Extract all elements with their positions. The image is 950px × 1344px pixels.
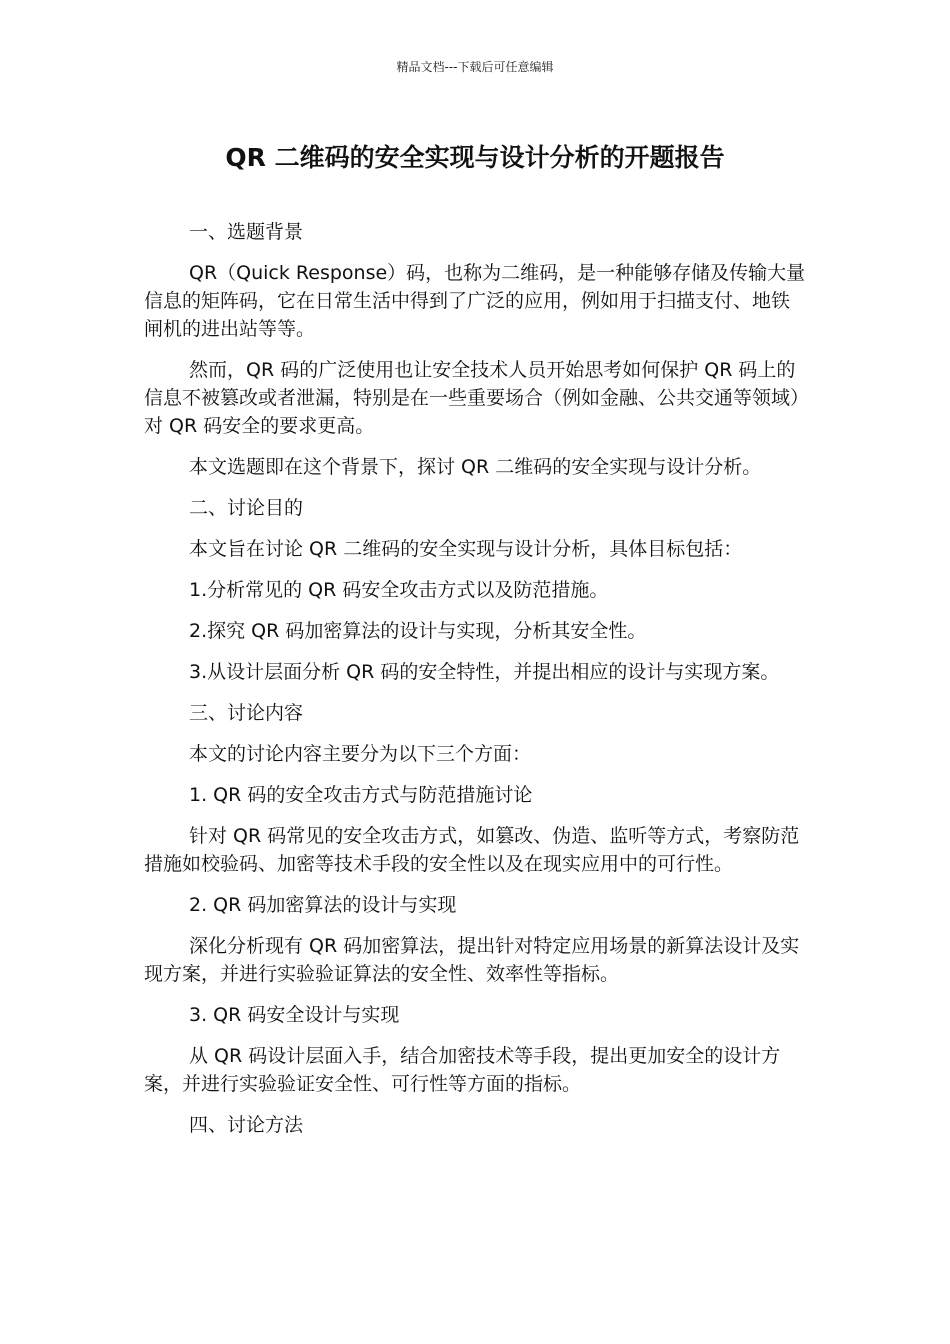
section-heading-content: 三、讨论内容 [189,702,304,724]
section-heading-method: 四、讨论方法 [189,1114,304,1136]
paragraph-purpose-intro: 本文旨在讨论 QR 二维码的安全实现与设计分析，具体目标包括： [189,538,743,560]
document-body [144,218,808,1152]
page-header-note: 精品文档---下载后可任意编辑 [396,60,554,74]
paragraph-qr-intro: QR（Quick Response）码，也称为二维码，是一种能够存储及传输大量信息的矩阵码，它在日常生活中得到了广泛的应用，例如用于扫描支付、地铁闸机的进出站等等。 [144,262,806,340]
list-item-goal-3: 3.从设计层面分析 QR 码的安全特性，并提出相应的设计与实现方案。 [189,661,780,683]
paragraph-security-concern: 然而，QR 码的广泛使用也让安全技术人员开始思考如何保护 QR 码上的信息不被篡改或者泄漏，特别是在一些重要场合（例如金融、公共交通等领域）对 QR 码安全的要求更高。 [144,359,800,437]
list-item-goal-2: 2.探究 QR 码加密算法的设计与实现，分析其安全性。 [189,620,647,642]
paragraph-topic-statement: 本文选题即在这个背景下，探讨 QR 二维码的安全实现与设计分析。 [189,456,762,478]
list-item-goal-1: 1.分析常见的 QR 码安全攻击方式以及防范措施。 [189,579,609,601]
paragraph-content-intro: 本文的讨论内容主要分为以下三个方面： [189,743,532,765]
paragraph-encryption: 深化分析现有 QR 码加密算法，提出针对特定应用场景的新算法设计及实现方案，并进行实验验证算法的安全性、效率性等指标。 [144,935,800,985]
subheading-attacks: 1. QR 码的安全攻击方式与防范措施讨论 [189,784,533,806]
section-heading-background: 一、选题背景 [189,221,304,243]
subheading-secure-design: 3. QR 码安全设计与实现 [189,1004,400,1026]
section-heading-purpose: 二、讨论目的 [189,497,304,519]
subheading-encryption: 2. QR 码加密算法的设计与实现 [189,894,457,916]
paragraph-secure-design: 从 QR 码设计层面入手，结合加密技术等手段，提出更加安全的设计方案，并进行实验验证安全性、可行性等方面的指标。 [144,1045,781,1095]
document-title: QR 二维码的安全实现与设计分析的开题报告 [225,143,725,172]
paragraph-attacks: 针对 QR 码常见的安全攻击方式，如篡改、伪造、监听等方式，考察防范措施如校验码、加密等技术手段的安全性以及在现实应用中的可行性。 [144,825,800,875]
